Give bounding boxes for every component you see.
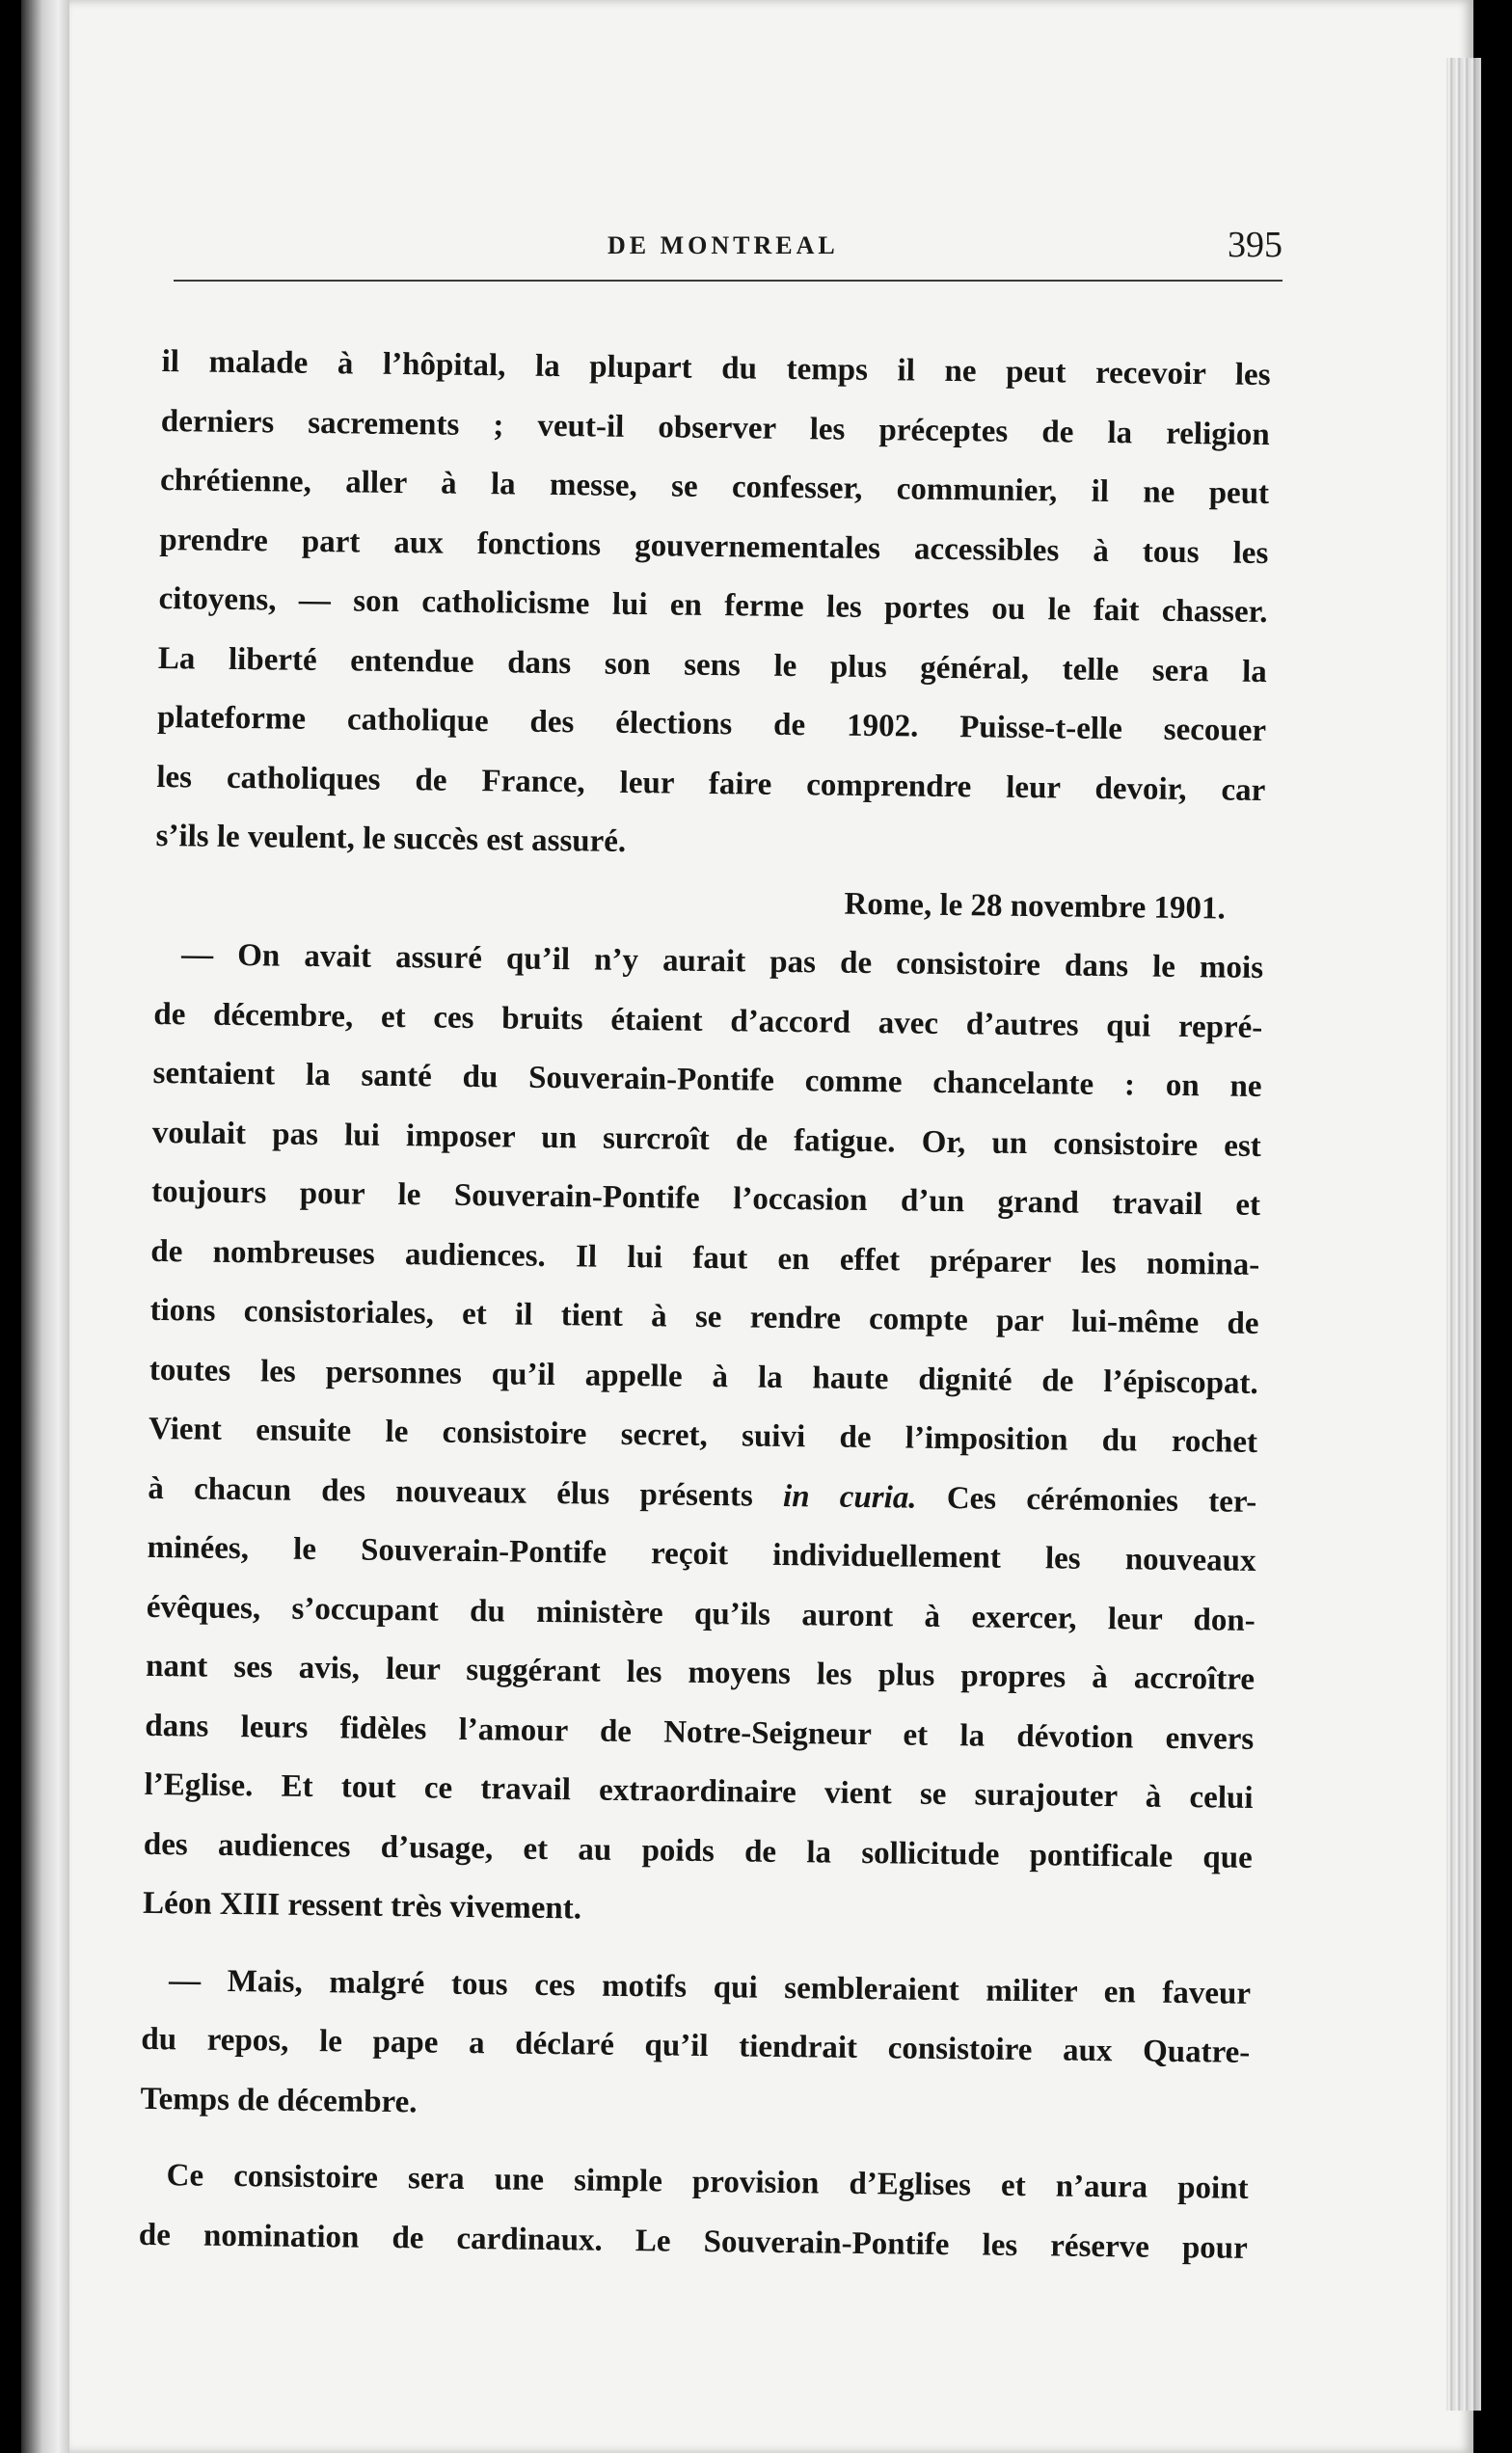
header-rule [174, 280, 1282, 282]
italic-phrase: in curia. [782, 1478, 917, 1516]
page-body [139, 333, 1271, 2278]
paragraph-1 [155, 333, 1271, 880]
text-line: l’Eglise. Et tout ce travail extraordinaire vient se surajouter à celui [144, 1766, 1254, 1816]
text-segment: à chacun des nouveaux élus présents [148, 1470, 754, 1514]
text-line: évêques, s’occupant du ministère qu’ils auront à exercer, leur don- [146, 1589, 1256, 1638]
text-line: — On avait assuré qu’il n’y aurait pas de consistoire dans le mois [180, 937, 1264, 986]
text-line: du repos, le pape a déclaré qu’il tiendrait consistoire aux Quatre- [141, 2021, 1251, 2070]
text-line: — Mais, malgré tous ces motifs qui sembleraient militer en faveur [168, 1962, 1252, 2011]
page-stack-edge [1446, 58, 1481, 2411]
text-line: derniers sacrements ; veut-il observer les préceptes de la religion [160, 403, 1271, 452]
text-line: toujours pour le Souverain-Pontife l’occasion d’un grand travail et [150, 1173, 1261, 1223]
text-line: de nombreuses audiences. Il lui faut en effet préparer les nomina- [150, 1233, 1260, 1282]
paragraph-3 [140, 1951, 1251, 2143]
page-number: 395 [1228, 225, 1282, 265]
text-line: toutes les personnes qu’il appelle à la haute dignité de l’épiscopat. [148, 1352, 1258, 1401]
text-line: Ce consistoire sera une simple provision d’Eglises et n’aura point [166, 2158, 1249, 2206]
text-line: La liberté entendue dans son sens le plus général, telle sera la [157, 640, 1268, 689]
text-line: s’ils le veulent, le succès est assuré. [155, 818, 627, 859]
text-line: sentaient la santé du Souverain-Pontife comme chancelante : on ne [152, 1055, 1262, 1104]
text-line: des audiences d’usage, et au poids de la sollicitude pontificale que [143, 1826, 1253, 1875]
text-line: nant ses avis, leur suggérant les moyens les plus propres à accroître [145, 1648, 1256, 1697]
paragraph-4 [139, 2146, 1249, 2278]
text-line: voulait pas lui imposer un surcroît de fatigue. Or, un consistoire est [151, 1115, 1262, 1164]
text-line: de décembre, et ces bruits étaient d’accord avec d’autres qui repré- [153, 996, 1263, 1045]
text-segment: Ces cérémonies ter- [946, 1480, 1257, 1520]
text-line: minées, le Souverain-Pontife reçoit individuellement les nouveaux [147, 1529, 1256, 1578]
paragraph-2 [143, 926, 1264, 1947]
text-line: les catholiques de France, leur faire comprendre leur devoir, car [156, 759, 1266, 808]
text-line: tions consistoriales, et il tient à se rendre compte par lui-même de [149, 1292, 1259, 1341]
text-line: prendre part aux fonctions gouvernementales accessibles à tous les [159, 522, 1269, 571]
text-line: Temps de décembre. [140, 2081, 418, 2119]
text-line: citoyens, — son catholicisme lui en ferme les portes ou le fait chasser. [158, 580, 1268, 631]
previous-page-edge [21, 0, 74, 2453]
text-line: dans leurs fidèles l’amour de Notre-Seigneur et la dévotion envers [145, 1708, 1255, 1757]
page-header [174, 224, 1282, 282]
text-line: plateforme catholique des élections de 1902. Puisse-t-elle secouer [156, 699, 1267, 749]
dateline-signature: Rome, le 28 novembre 1901. [844, 886, 1227, 927]
text-line: Léon XIII ressent très vivement. [142, 1885, 582, 1927]
text-line: de nomination de cardinaux. Le Souverain-Pontife les réserve pour [138, 2217, 1249, 2266]
text-line: il malade à l’hôpital, la plupart du temps il ne peut recevoir les [161, 343, 1271, 393]
text-line: Vient ensuite le consistoire secret, suivi de l’imposition du rochet [148, 1411, 1258, 1460]
running-title: DE MONTREAL [608, 231, 839, 259]
text-line: chrétienne, aller à la messe, se confesser, communier, il ne peut [159, 462, 1270, 512]
